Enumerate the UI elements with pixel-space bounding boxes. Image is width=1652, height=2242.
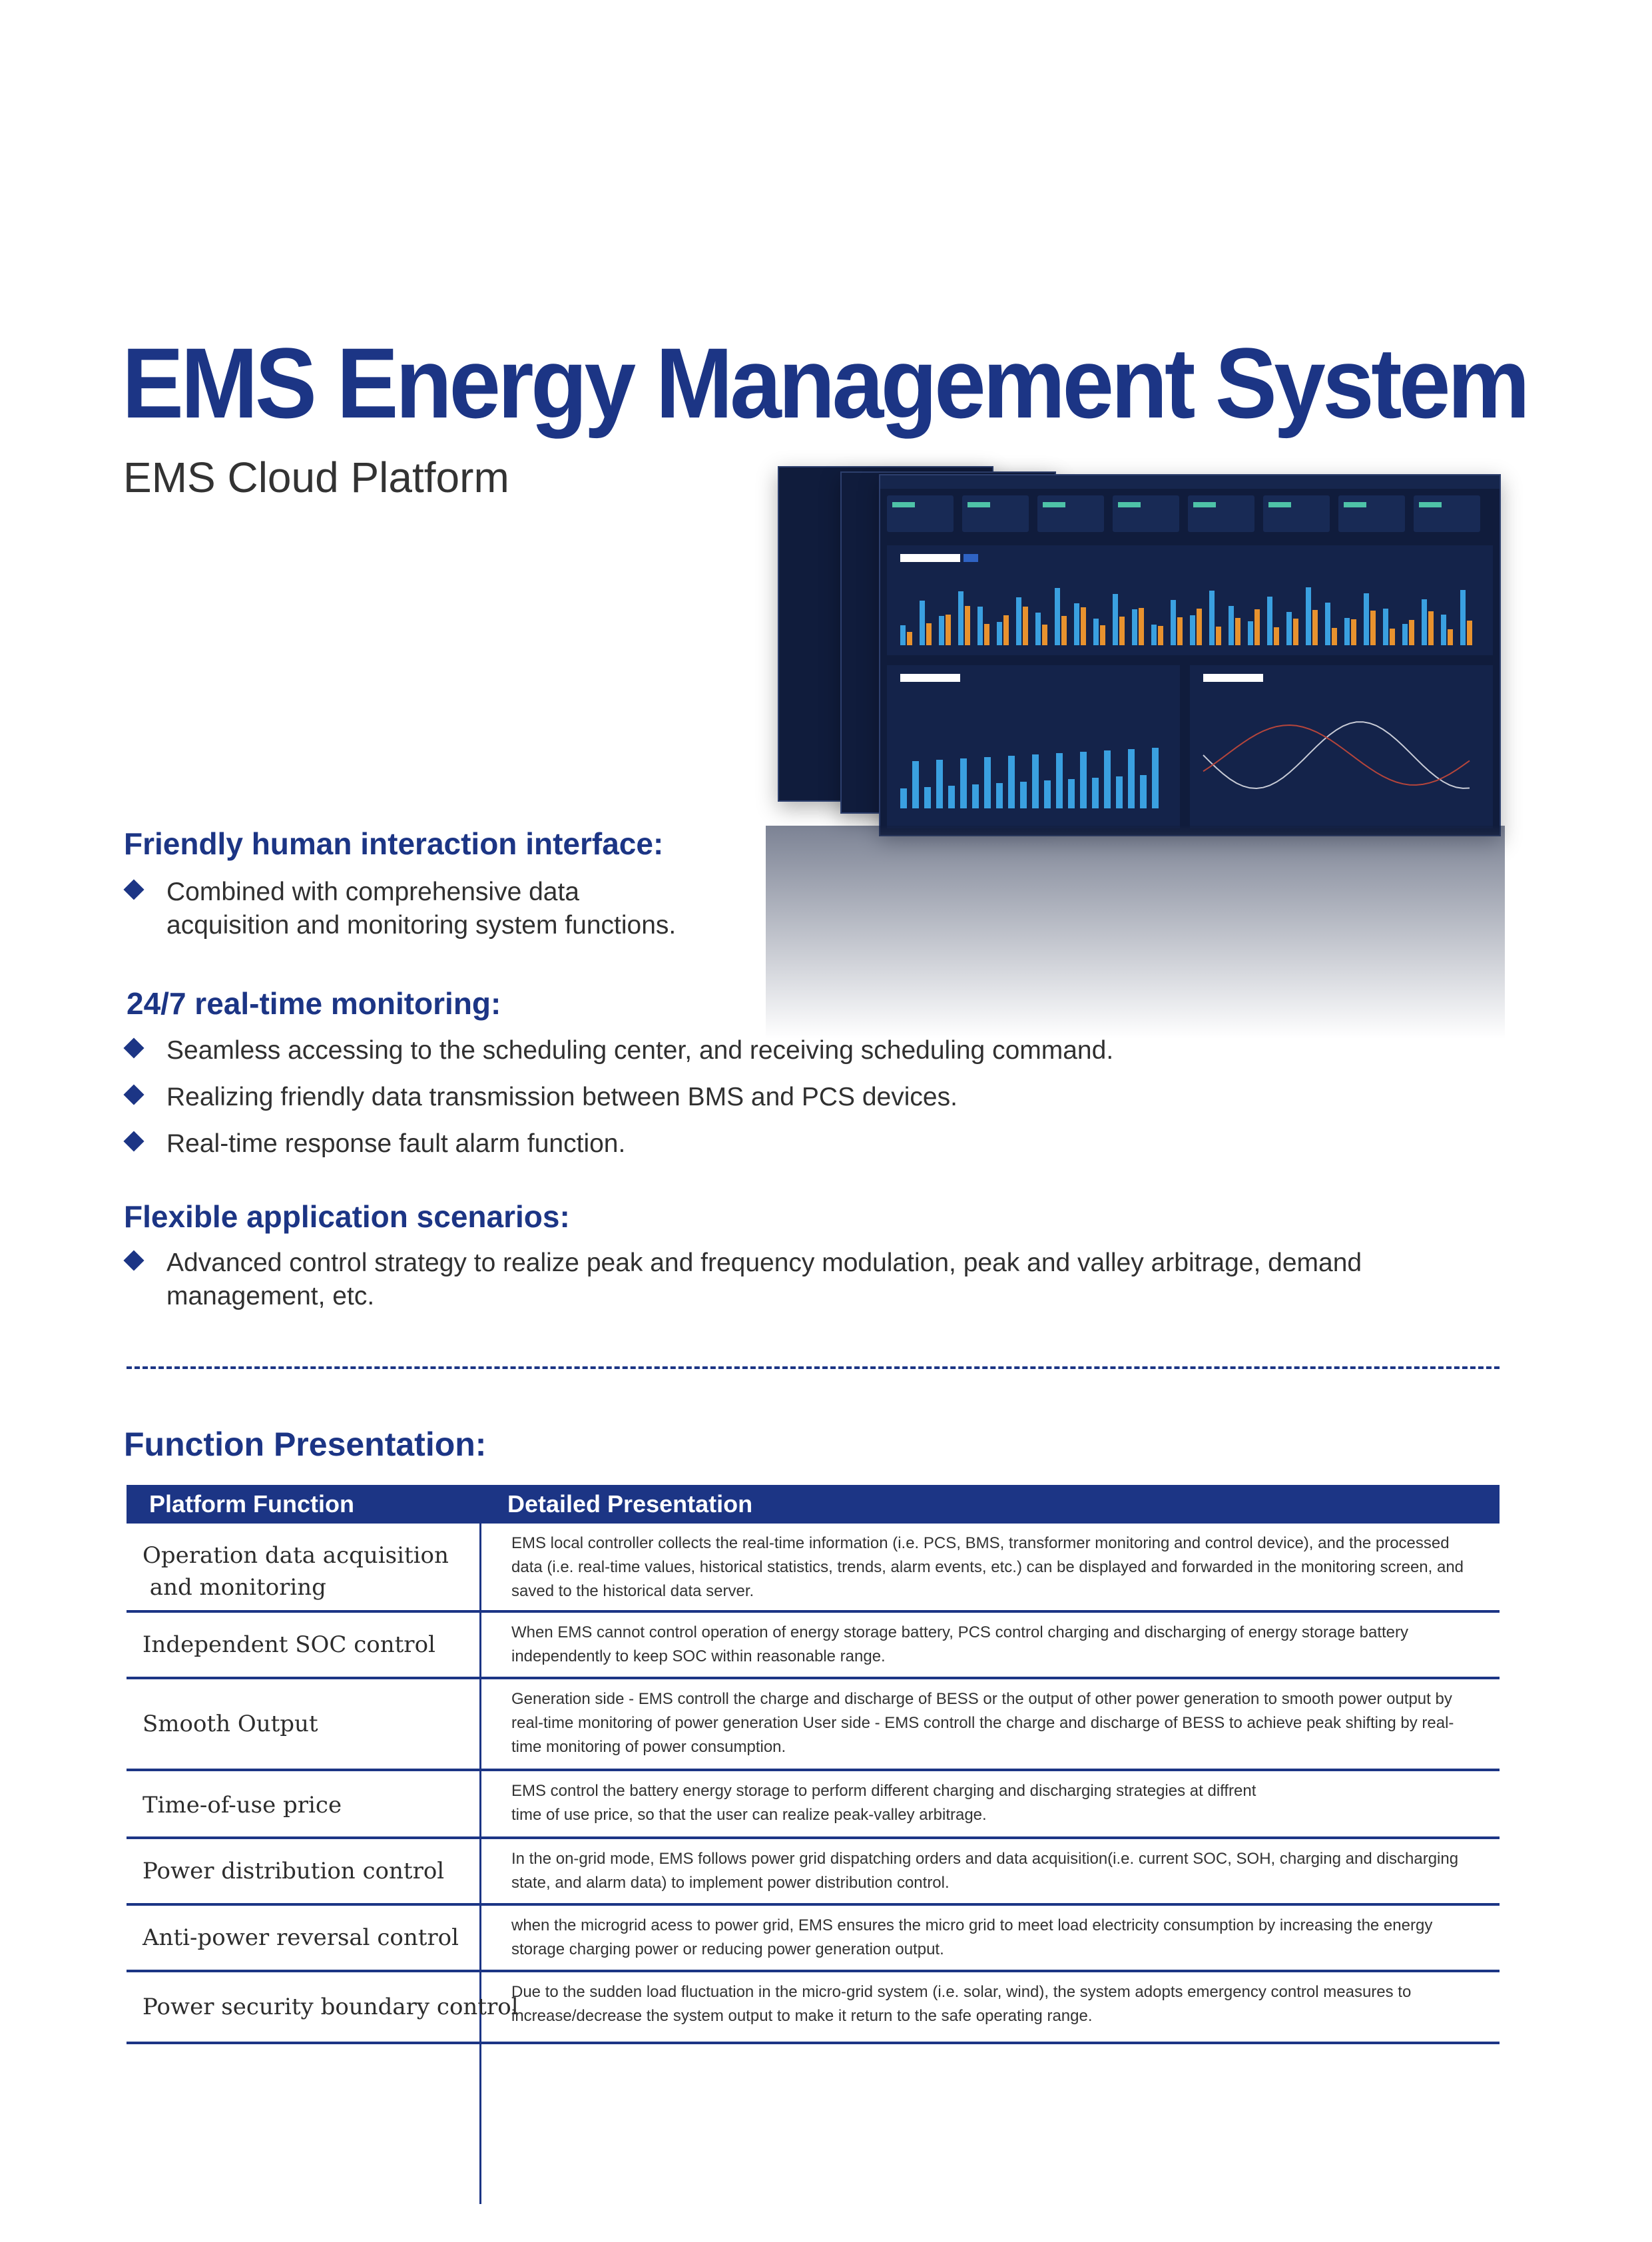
dashboard-bar [1035,613,1041,645]
dashboard-bar [1061,616,1067,645]
dashboard-bar [924,787,931,808]
detail-cell: When EMS cannot control operation of energy storage battery, PCS control charging and discharging of energy storage battery independently to keep SOC within reasonable range. [511,1623,1408,1665]
dashboard-date-input [900,674,960,682]
dashboard-bar [1402,624,1408,645]
dashboard-bar [996,783,1003,808]
dashboard-bar [1229,606,1234,645]
page-title: EMS Energy Management System [122,327,1527,439]
dashboard-bar [1306,587,1311,645]
dashboard-stat-tile [1338,495,1405,532]
dashboard-bar [1235,618,1240,645]
dashboard-bar [1370,611,1376,645]
diamond-bullet-icon [123,1037,144,1058]
dashboard-bar [1441,615,1446,645]
dashboard-bar [1092,778,1099,808]
dashboard-bar [972,784,979,808]
function-cell: Time-of-use price [142,1792,342,1819]
dashboard-bar [1364,593,1369,645]
dashboard-bar [907,632,912,645]
dashboard-stat-value [892,502,915,507]
dashboard-bar [1267,597,1272,645]
dashboard-bar [1132,609,1137,645]
dashboard-query-button [964,554,978,562]
dashboard-bar [1056,753,1063,808]
bullet-item: Real-time response fault alarm function. [127,1127,1458,1161]
dashboard-bar [1044,780,1051,808]
dashboard-bar [1422,599,1427,645]
dashboard-stat-value [1043,502,1065,507]
table-row [127,1839,1500,1906]
section-heading-monitoring: 24/7 real-time monitoring: [127,986,501,1021]
dashboard-bar [1140,775,1147,808]
dashboard-bar [1344,618,1350,645]
column-header-detail: Detailed Presentation [507,1490,753,1518]
dashboard-bar [1448,629,1453,645]
dashboard-bar [1293,619,1298,645]
dashboard-bar [1197,609,1202,645]
dashboard-stat-tile [1037,495,1104,532]
diamond-bullet-icon [123,1084,144,1105]
dashboard-topbar [880,475,1500,489]
screen-reflection [766,826,1505,1039]
dashboard-stat-tile [1188,495,1254,532]
section-heading-interface: Friendly human interaction interface: [124,826,664,861]
dashboard-screen-front [879,474,1501,836]
dashboard-stat-tile [962,495,1029,532]
diamond-bullet-icon [123,879,144,900]
dashboard-bar [965,606,970,645]
dashboard-bar [936,760,943,808]
page-subtitle: EMS Cloud Platform [123,453,509,501]
dashboard-stat-value [1344,502,1366,507]
bullet-item: Advanced control strategy to realize peak and frequency modulation, peak and valley arbitrage, demand management, etc. [127,1247,1505,1313]
dashboard-bar [1190,615,1195,645]
dashboard-bar [958,591,964,645]
dashboard-stat-value [1268,502,1291,507]
dashboard-bar [984,757,991,808]
dashboard-bar [1351,619,1356,645]
dashboard-bar [1139,608,1144,645]
dashboard-stat-tile [1113,495,1179,532]
dashboard-bar [997,622,1002,645]
dashboard-bar [1042,625,1047,645]
dashboard-bar [1467,621,1472,645]
dashboard-bar [1116,776,1123,808]
function-cell: Power security boundary control [142,1994,519,2020]
diamond-bullet-icon [123,1250,144,1270]
dashboard-bar [1055,588,1060,645]
dashboard-bar [1074,603,1079,645]
dashboard-bar [1023,607,1028,645]
dashboard-bar [1209,591,1215,645]
detail-cell: EMS local controller collects the real-time information (i.e. PCS, BMS, transformer monitoring and control device), and the processed data (i.e. real-time values, historical statistics, trends, alarm events, etc.) can be displayed and forwarded in the monitoring screen, and saved to the historical data server. [511,1534,1464,1600]
dashboard-date-input [900,554,960,562]
dashboard-bar [1020,782,1027,808]
detail-cell: when the microgrid acess to power grid, EMS ensures the micro grid to meet load electricity consumption by increasing the energy storage charging power or reducing power generation output. [511,1916,1433,1958]
table-row [127,1906,1500,1972]
dashboard-bar [912,761,919,808]
dashboard-bar [1081,607,1086,645]
dashboard-bar [1016,597,1021,645]
dashboard-bar [1428,611,1434,645]
dashboard-bar [960,758,967,808]
dashboard-bar [1151,625,1157,645]
dashboard-bar [1390,629,1395,645]
dashboard-bar [1274,627,1279,645]
dashboard-bar [1254,609,1260,645]
dashboard-bar [1080,752,1087,808]
detail-cell: Due to the sudden load fluctuation in the micro-grid system (i.e. solar, wind), the system adopts emergency control measures to increase/decrease the system output to make it return to the safe operating range. [511,1983,1412,2025]
dashboard-stat-tile [1414,495,1480,532]
section-heading-scenarios: Flexible application scenarios: [124,1199,570,1234]
dashboard-bar [1158,626,1163,645]
bullet-item: Seamless accessing to the scheduling center, and receiving scheduling command. [127,1034,1458,1067]
dashboard-stat-value [1193,502,1216,507]
dashboard-bar [984,624,989,645]
dashboard-stat-tile [887,495,954,532]
dashboard-bar [1032,754,1039,808]
dashboard-bar [1383,609,1388,645]
dashboard-stat-value [967,502,990,507]
function-cell: Power distribution control [142,1858,445,1884]
function-cell: Independent SOC control [142,1631,435,1658]
dashboard-bar [977,607,983,645]
dashboard-bar [900,788,907,808]
dashboard-bar [1003,615,1009,645]
dashboard-bar [926,623,932,645]
dashboard-bar [948,786,955,808]
function-cell: Smooth Output [142,1711,318,1737]
dashboard-bar [1325,603,1330,645]
dashboard-bar [1171,600,1176,645]
dashboard-bar [939,616,944,645]
dashboard-charts [880,475,1500,835]
detail-cell: In the on-grid mode, EMS follows power grid dispatching orders and data acquisition(i.e. current SOC, SOH, charging and discharging state, and alarm data) to implement power distribution control. [511,1850,1459,1892]
detail-cell: Generation side - EMS controll the charge and discharge of BESS or the output of other power generation to smooth power output by real-time monitoring of power generation User side - EMS controll the charge and discharge of BESS to achieve peak shifting by real-time monitoring of power consumption. [511,1690,1454,1756]
dashboard-bar [1332,628,1337,645]
detail-cell: EMS control the battery energy storage to perform different charging and discharging strategies at diffrent time of use price, so that the user can realize peak-valley arbitrage. [511,1782,1256,1824]
dashboard-bar [1008,756,1015,808]
dashboard-bar [1409,620,1414,645]
dashboard-bar [1128,749,1135,808]
table-header [127,1485,1500,1524]
dashboard-date-input [1203,674,1263,682]
dashboard-bar [1119,617,1125,645]
dashed-divider [127,1366,1500,1369]
dashboard-stat-value [1118,502,1141,507]
column-header-function: Platform Function [149,1490,354,1518]
dashboard-bar [1312,610,1318,645]
dashboard-bar [1152,748,1159,808]
dashboard-bar [920,601,925,645]
bullet-item: Realizing friendly data transmission between BMS and PCS devices. [127,1081,1458,1114]
dashboard-bar [1100,625,1105,645]
dashboard-stat-value [1419,502,1442,507]
dashboard-bar [1286,612,1292,645]
dashboard-screenshot [766,466,1505,1032]
dashboard-bar [900,625,906,645]
dashboard-bar [1216,627,1221,645]
function-cell: Operation data acquisition and monitoring [142,1542,449,1601]
dashboard-bar [1177,617,1183,645]
function-cell: Anti-power reversal control [142,1924,459,1951]
bullet-item: Combined with comprehensive data acquisition and monitoring system functions. [127,876,859,942]
table-row [127,1524,1500,1613]
dashboard-bar [946,615,951,645]
table-row [127,1679,1500,1771]
table-row [127,1972,1500,2044]
dashboard-bar [1248,621,1253,645]
dashboard-stat-tile [1263,495,1330,532]
dashboard-bar [1068,779,1075,808]
dashboard-bar [1113,594,1118,645]
function-heading: Function Presentation: [124,1426,487,1463]
dashboard-bar [1104,750,1111,808]
diamond-bullet-icon [123,1131,144,1151]
dashboard-bar [1093,619,1099,645]
table-row [127,1771,1500,1839]
table-row [127,1613,1500,1679]
dashboard-bar [1460,590,1466,645]
